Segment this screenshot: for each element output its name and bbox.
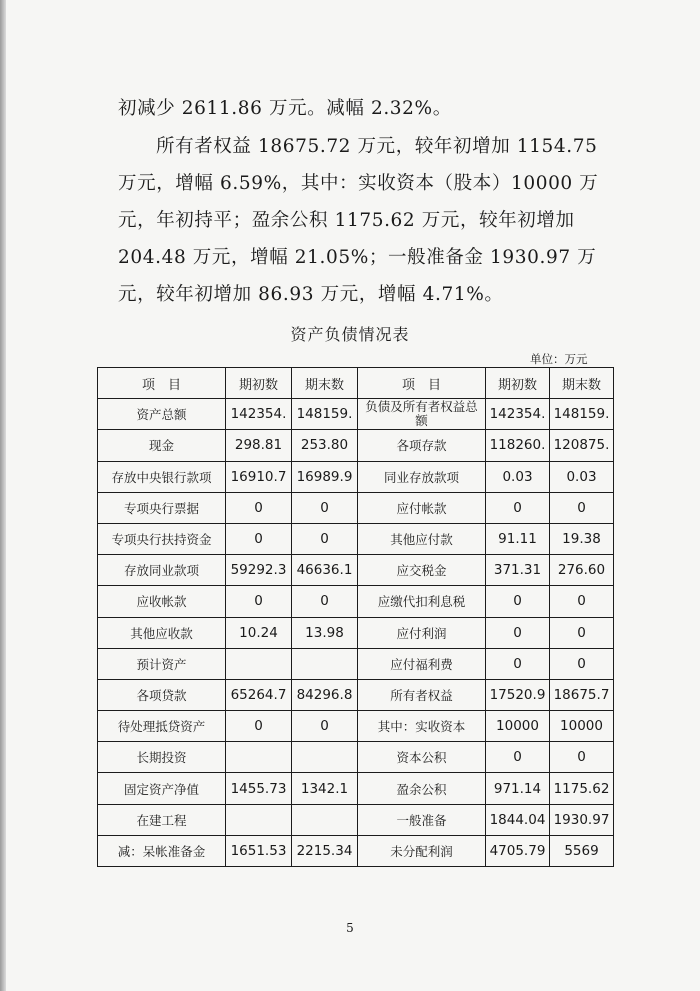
row-label-cell: 应付帐款	[358, 492, 486, 523]
value-cell: 1455.73	[226, 773, 292, 804]
row-label-cell: 其中：实收资本	[358, 711, 486, 742]
table-row	[98, 648, 614, 679]
value-cell: 0	[486, 617, 550, 648]
value-cell: 10000	[486, 711, 550, 742]
row-label-cell: 一般准备	[358, 804, 486, 835]
value-cell	[226, 648, 292, 679]
value-cell: 118260.	[486, 430, 550, 461]
table-row	[98, 523, 614, 554]
value-cell: 0	[550, 586, 614, 617]
row-label-cell: 应付福利费	[358, 648, 486, 679]
value-cell: 148159.	[292, 399, 358, 430]
value-cell: 1844.04	[486, 804, 550, 835]
value-cell: 0	[292, 523, 358, 554]
page-number: 5	[346, 921, 354, 935]
row-label-cell: 长期投资	[98, 742, 226, 773]
table-title: 资产负债情况表	[290, 325, 410, 344]
row-label-cell: 盈余公积	[358, 773, 486, 804]
value-cell: 142354.	[486, 399, 550, 430]
value-cell: 0	[292, 492, 358, 523]
value-cell: 0	[226, 711, 292, 742]
value-cell: 1342.1	[292, 773, 358, 804]
value-cell: 0	[486, 648, 550, 679]
row-label-cell: 专项央行票据	[98, 492, 226, 523]
value-cell: 10.24	[226, 617, 292, 648]
value-cell: 0	[226, 492, 292, 523]
value-cell: 120875.	[550, 430, 614, 461]
table-row	[98, 492, 614, 523]
row-label-cell: 应缴代扣利息税	[358, 586, 486, 617]
row-label-cell: 其他应付款	[358, 523, 486, 554]
row-label-cell: 应交税金	[358, 555, 486, 586]
header-row	[98, 368, 614, 399]
table-unit: 单位：万元	[530, 352, 588, 366]
value-cell: 0	[486, 586, 550, 617]
value-cell: 253.80	[292, 430, 358, 461]
value-cell: 1930.97	[550, 804, 614, 835]
value-cell: 971.14	[486, 773, 550, 804]
row-label-cell: 各项存款	[358, 430, 486, 461]
value-cell: 0	[550, 492, 614, 523]
value-cell: 0	[486, 742, 550, 773]
value-cell: 18675.7	[550, 679, 614, 710]
value-cell: 0	[550, 742, 614, 773]
value-cell: 5569	[550, 835, 614, 866]
value-cell: 1651.53	[226, 835, 292, 866]
value-cell: 91.11	[486, 523, 550, 554]
table-row	[98, 804, 614, 835]
header-cell: 项 目	[98, 368, 226, 399]
value-cell: 0	[292, 711, 358, 742]
header-cell: 项 目	[358, 368, 486, 399]
value-cell: 0	[292, 586, 358, 617]
table-row	[98, 399, 614, 430]
row-label-cell: 应收帐款	[98, 586, 226, 617]
table-row	[98, 773, 614, 804]
value-cell: 276.60	[550, 555, 614, 586]
value-cell	[292, 742, 358, 773]
row-label-cell: 资产总额	[98, 399, 226, 430]
value-cell: 46636.1	[292, 555, 358, 586]
table-row	[98, 835, 614, 866]
table-row	[98, 430, 614, 461]
value-cell: 2215.34	[292, 835, 358, 866]
table-row	[98, 617, 614, 648]
value-cell: 16989.9	[292, 461, 358, 492]
value-cell: 142354.	[226, 399, 292, 430]
row-label-cell: 未分配利润	[358, 835, 486, 866]
row-label-cell: 各项贷款	[98, 679, 226, 710]
paragraph-2: 所有者权益 18675.72 万元，较年初增加 1154.75 万元，增幅 6.59%，其中：实收资本（股本）10000 万元，年初持平；盈余公积 1175.62 万元，较年初增加 204.48 万元，增幅 21.05%；一般准备金 1930.97 万元，较年初增加 86.93 万元，增幅 4.71%。	[118, 136, 599, 305]
row-label-cell: 现金	[98, 430, 226, 461]
header-cell: 期初数	[486, 368, 550, 399]
header-cell: 期初数	[226, 368, 292, 399]
row-label-cell: 存放中央银行款项	[98, 461, 226, 492]
value-cell	[226, 804, 292, 835]
table-row	[98, 555, 614, 586]
value-cell: 65264.7	[226, 679, 292, 710]
value-cell: 84296.8	[292, 679, 358, 710]
table-row	[98, 742, 614, 773]
row-label-cell: 待处理抵贷资产	[98, 711, 226, 742]
value-cell	[292, 804, 358, 835]
value-cell: 0	[486, 492, 550, 523]
value-cell: 1175.62	[550, 773, 614, 804]
row-label-cell: 固定资产净值	[98, 773, 226, 804]
header-cell: 期末数	[550, 368, 614, 399]
value-cell: 371.31	[486, 555, 550, 586]
value-cell: 0.03	[550, 461, 614, 492]
row-label-cell: 在建工程	[98, 804, 226, 835]
value-cell	[226, 742, 292, 773]
row-label-cell: 负债及所有者权益总额	[358, 399, 486, 430]
value-cell: 16910.7	[226, 461, 292, 492]
row-label-cell: 资本公积	[358, 742, 486, 773]
paragraph-1: 初减少 2611.86 万元。减幅 2.32%。	[118, 98, 452, 119]
value-cell	[292, 648, 358, 679]
header-cell: 期末数	[292, 368, 358, 399]
scan-edge	[0, 0, 6, 991]
value-cell: 4705.79	[486, 835, 550, 866]
table-row	[98, 586, 614, 617]
value-cell: 10000	[550, 711, 614, 742]
value-cell: 298.81	[226, 430, 292, 461]
table-row	[98, 679, 614, 710]
balance-sheet-table	[97, 367, 614, 867]
value-cell: 0	[226, 586, 292, 617]
value-cell: 17520.9	[486, 679, 550, 710]
value-cell: 0.03	[486, 461, 550, 492]
row-label-cell: 专项央行扶持资金	[98, 523, 226, 554]
row-label-cell: 同业存放款项	[358, 461, 486, 492]
row-label-cell: 其他应收款	[98, 617, 226, 648]
row-label-cell: 所有者权益	[358, 679, 486, 710]
value-cell: 0	[550, 648, 614, 679]
value-cell: 59292.3	[226, 555, 292, 586]
table-row	[98, 711, 614, 742]
row-label-cell: 预计资产	[98, 648, 226, 679]
value-cell: 19.38	[550, 523, 614, 554]
value-cell: 13.98	[292, 617, 358, 648]
row-label-cell: 减：呆帐准备金	[98, 835, 226, 866]
value-cell: 0	[550, 617, 614, 648]
table-row	[98, 461, 614, 492]
value-cell: 0	[226, 523, 292, 554]
value-cell: 148159.	[550, 399, 614, 430]
row-label-cell: 存放同业款项	[98, 555, 226, 586]
row-label-cell: 应付利润	[358, 617, 486, 648]
